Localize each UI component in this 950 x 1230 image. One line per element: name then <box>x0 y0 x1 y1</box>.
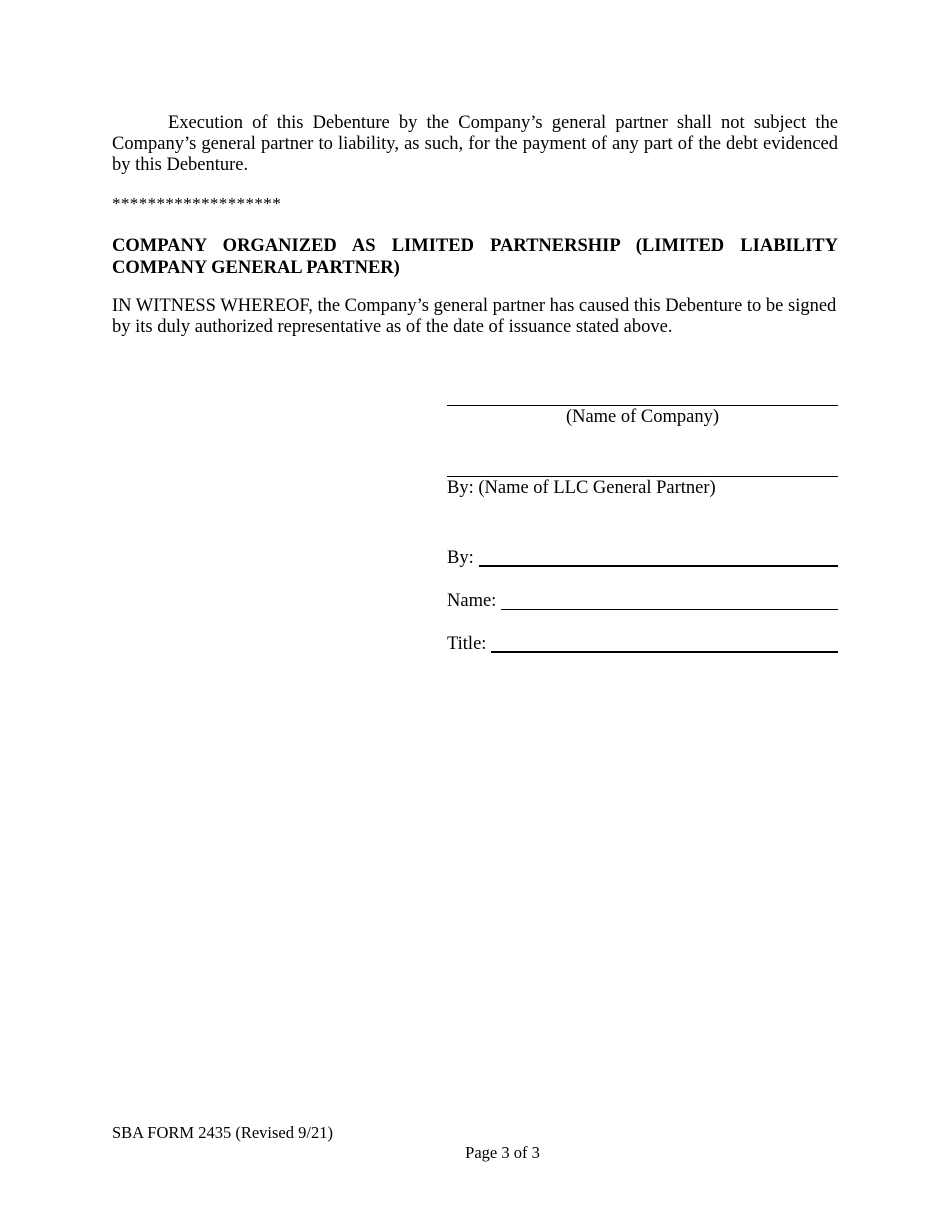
name-field[interactable] <box>447 591 838 612</box>
witness-paragraph: IN WITNESS WHEREOF, the Company’s general partner has caused this Debenture to be signed by its duly authorized representative as of the date of issuance stated above. <box>112 296 837 337</box>
gp-name-caption: By: (Name of LLC General Partner) <box>447 478 716 498</box>
execution-paragraph: Execution of this Debenture by the Company’s general partner shall not subject the Company’s general partner to liability, as such, for the payment of any part of the debt evidenced by this Debenture. <box>112 113 838 175</box>
page-number: Page 3 of 3 <box>465 1143 540 1162</box>
title-line[interactable] <box>491 651 838 653</box>
separator-asterisks: ******************* <box>112 194 282 213</box>
section-heading <box>112 235 838 279</box>
gp-name-line[interactable] <box>447 476 838 477</box>
by-signature-field[interactable] <box>447 548 838 569</box>
company-name-caption: (Name of Company) <box>565 407 720 427</box>
name-line[interactable] <box>501 609 838 610</box>
section-heading-line2: COMPANY GENERAL PARTNER) <box>112 258 400 278</box>
title-label: Title: <box>447 634 487 654</box>
form-identifier: SBA FORM 2435 (Revised 9/21) <box>112 1123 333 1142</box>
title-field[interactable] <box>447 634 838 655</box>
by-signature-line[interactable] <box>479 565 838 567</box>
company-name-line[interactable] <box>447 405 838 406</box>
name-label: Name: <box>447 591 497 611</box>
by-label: By: <box>447 548 474 568</box>
section-heading-line1: COMPANY ORGANIZED AS LIMITED PARTNERSHIP (LIMITED LIABILITY <box>112 236 838 256</box>
